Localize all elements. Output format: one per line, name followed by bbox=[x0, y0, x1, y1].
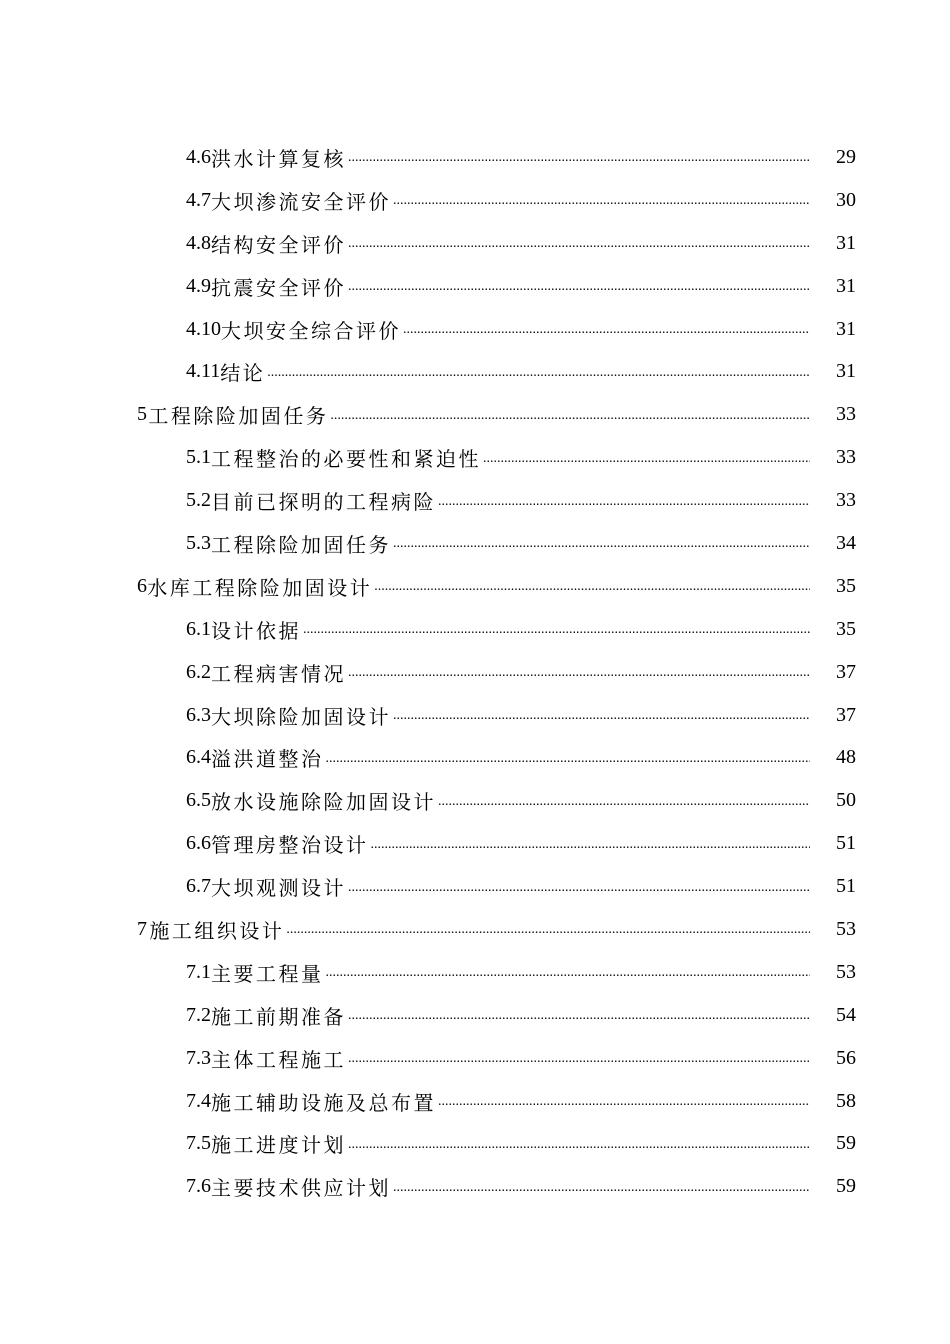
toc-entry-number: 6.2 bbox=[186, 660, 211, 683]
toc-section-entry[interactable] bbox=[0, 651, 950, 694]
toc-entry-content bbox=[186, 186, 818, 215]
toc-section-entry[interactable] bbox=[0, 479, 950, 522]
toc-entry-title: 洪水计算复核 bbox=[211, 146, 346, 171]
toc-page-number: 31 bbox=[836, 231, 856, 254]
toc-dot-leader bbox=[348, 1137, 810, 1157]
toc-page-number: 48 bbox=[836, 746, 856, 769]
toc-page-number: 58 bbox=[836, 1089, 856, 1112]
toc-entry-number: 7.4 bbox=[186, 1089, 211, 1112]
toc-entry-number: 7 bbox=[137, 917, 147, 940]
toc-entry-content bbox=[186, 529, 818, 558]
toc-dot-leader bbox=[403, 322, 810, 342]
toc-entry-content bbox=[186, 486, 818, 515]
toc-entry-content bbox=[137, 572, 818, 601]
toc-page-number: 31 bbox=[836, 360, 856, 383]
toc-entry-content bbox=[186, 829, 818, 858]
toc-entry-content bbox=[186, 1044, 818, 1073]
toc-entry-number: 6.1 bbox=[186, 617, 211, 640]
toc-page-number: 37 bbox=[836, 660, 856, 683]
toc-entry-content bbox=[186, 658, 818, 687]
toc-entry-title: 主要工程量 bbox=[211, 961, 324, 986]
toc-dot-leader bbox=[267, 365, 810, 385]
toc-entry-title: 工程除险加固任务 bbox=[148, 404, 329, 429]
toc-section-entry[interactable] bbox=[0, 1080, 950, 1123]
toc-entry-title: 大坝渗流安全评价 bbox=[211, 189, 391, 214]
toc-entry-content bbox=[186, 958, 818, 987]
toc-section-entry[interactable] bbox=[0, 994, 950, 1037]
toc-dot-leader bbox=[348, 880, 810, 900]
toc-entry-number: 6.3 bbox=[186, 703, 211, 726]
toc-page-number: 59 bbox=[836, 1132, 856, 1155]
toc-entry-title: 设计依据 bbox=[211, 618, 301, 643]
toc-dot-leader bbox=[330, 408, 810, 428]
toc-entry-number: 4.8 bbox=[186, 231, 211, 254]
toc-section-entry[interactable] bbox=[0, 136, 950, 179]
toc-entry-title: 抗震安全评价 bbox=[211, 275, 346, 300]
toc-entry-title: 主体工程施工 bbox=[211, 1047, 346, 1072]
toc-dot-leader bbox=[438, 1094, 810, 1114]
toc-entry-title: 放水设施除险加固设计 bbox=[211, 790, 436, 815]
toc-entry-content bbox=[137, 915, 818, 944]
toc-entry-title: 目前已探明的工程病险 bbox=[211, 490, 436, 515]
toc-entry-content bbox=[186, 615, 818, 644]
toc-chapter-entry[interactable] bbox=[0, 565, 950, 608]
toc-page-number: 53 bbox=[836, 917, 856, 940]
toc-entry-number: 5.2 bbox=[186, 489, 211, 512]
toc-page-number: 31 bbox=[836, 317, 856, 340]
toc-entry-content bbox=[186, 357, 818, 386]
toc-entry-number: 5.1 bbox=[186, 446, 211, 469]
toc-entry-title: 大坝观测设计 bbox=[211, 876, 346, 901]
toc-dot-leader bbox=[348, 279, 810, 299]
toc-page-number: 54 bbox=[836, 1003, 856, 1026]
toc-dot-leader bbox=[374, 579, 810, 599]
toc-entry-number: 7.6 bbox=[186, 1175, 211, 1198]
toc-dot-leader bbox=[393, 193, 810, 213]
toc-entry-number: 5.3 bbox=[186, 531, 211, 554]
toc-entry-number: 4.11 bbox=[186, 360, 221, 383]
toc-page-number: 53 bbox=[836, 960, 856, 983]
toc-entry-number: 4.9 bbox=[186, 274, 211, 297]
toc-page-number: 29 bbox=[836, 145, 856, 168]
toc-entry-title: 工程病害情况 bbox=[211, 661, 346, 686]
toc-dot-leader bbox=[348, 150, 810, 170]
toc-page-number: 37 bbox=[836, 703, 856, 726]
toc-entry-number: 5 bbox=[137, 403, 147, 426]
toc-page-number: 50 bbox=[836, 789, 856, 812]
toc-entry-content bbox=[186, 1001, 818, 1030]
toc-entry-content bbox=[186, 272, 818, 301]
toc-dot-leader bbox=[371, 837, 811, 857]
toc-entry-content bbox=[186, 143, 818, 172]
toc-page-number: 35 bbox=[836, 574, 856, 597]
toc-section-entry[interactable] bbox=[0, 694, 950, 737]
toc-dot-leader bbox=[393, 708, 810, 728]
toc-entry-number: 6 bbox=[137, 574, 147, 597]
toc-section-entry[interactable] bbox=[0, 1037, 950, 1080]
toc-entry-number: 6.5 bbox=[186, 789, 211, 812]
toc-entry-number: 7.3 bbox=[186, 1046, 211, 1069]
toc-entry-number: 4.6 bbox=[186, 145, 211, 168]
toc-entry-content bbox=[186, 872, 818, 901]
toc-entry-number: 4.10 bbox=[186, 317, 221, 340]
toc-entry-number: 7.5 bbox=[186, 1132, 211, 1155]
toc-entry-content bbox=[186, 786, 818, 815]
toc-chapter-entry[interactable] bbox=[0, 908, 950, 951]
toc-page-number: 59 bbox=[836, 1175, 856, 1198]
toc-page-number: 33 bbox=[836, 446, 856, 469]
toc-section-entry[interactable] bbox=[0, 822, 950, 865]
toc-entry-content bbox=[186, 229, 818, 258]
toc-dot-leader bbox=[393, 1180, 810, 1200]
toc-entry-content bbox=[186, 1172, 818, 1201]
toc-page-number: 34 bbox=[836, 531, 856, 554]
toc-section-entry[interactable] bbox=[0, 779, 950, 822]
toc-section-entry[interactable] bbox=[0, 1122, 950, 1165]
toc-section-entry[interactable] bbox=[0, 1165, 950, 1208]
toc-section-entry[interactable] bbox=[0, 436, 950, 479]
toc-entry-title: 主要技术供应计划 bbox=[211, 1176, 391, 1201]
toc-dot-leader bbox=[303, 622, 810, 642]
toc-entry-title: 水库工程除险加固设计 bbox=[147, 575, 373, 600]
toc-entry-title: 结构安全评价 bbox=[211, 232, 346, 257]
toc-dot-leader bbox=[393, 536, 810, 556]
toc-section-entry[interactable] bbox=[0, 522, 950, 565]
toc-section-entry[interactable] bbox=[0, 608, 950, 651]
toc-dot-leader bbox=[438, 494, 810, 514]
toc-entry-title: 施工组织设计 bbox=[149, 918, 285, 943]
toc-page-number: 33 bbox=[836, 489, 856, 512]
toc-chapter-entry[interactable] bbox=[0, 393, 950, 436]
toc-page-number: 51 bbox=[836, 875, 856, 898]
toc-page-number: 33 bbox=[836, 403, 856, 426]
toc-entry-number: 6.4 bbox=[186, 746, 211, 769]
toc-entry-content bbox=[137, 400, 818, 429]
toc-entry-number: 7.2 bbox=[186, 1003, 211, 1026]
toc-entry-title: 施工进度计划 bbox=[211, 1133, 346, 1158]
toc-entry-title: 施工辅助设施及总布置 bbox=[211, 1090, 436, 1115]
toc-entry-title: 大坝安全综合评价 bbox=[221, 318, 401, 343]
toc-dot-leader bbox=[348, 665, 810, 685]
toc-page-number: 31 bbox=[836, 274, 856, 297]
toc-entry-content bbox=[186, 1087, 818, 1116]
toc-entry-content bbox=[186, 315, 818, 344]
toc-page-number: 35 bbox=[836, 617, 856, 640]
toc-entry-content bbox=[186, 743, 818, 772]
toc-entry-title: 结论 bbox=[220, 361, 266, 386]
table-of-contents bbox=[0, 136, 950, 1208]
toc-entry-number: 4.7 bbox=[186, 188, 211, 211]
toc-section-entry[interactable] bbox=[0, 265, 950, 308]
toc-section-entry[interactable] bbox=[0, 865, 950, 908]
toc-dot-leader bbox=[348, 1051, 810, 1071]
toc-section-entry[interactable] bbox=[0, 179, 950, 222]
toc-entry-title: 施工前期准备 bbox=[211, 1004, 346, 1029]
toc-entry-title: 工程整治的必要性和紧迫性 bbox=[211, 447, 481, 472]
toc-section-entry[interactable] bbox=[0, 222, 950, 265]
toc-dot-leader bbox=[348, 1008, 810, 1028]
toc-entry-title: 工程除险加固任务 bbox=[211, 532, 391, 557]
toc-entry-title: 大坝除险加固设计 bbox=[211, 704, 391, 729]
toc-dot-leader bbox=[483, 451, 810, 471]
toc-section-entry[interactable] bbox=[0, 951, 950, 994]
toc-dot-leader bbox=[326, 751, 811, 771]
toc-dot-leader bbox=[326, 965, 811, 985]
toc-entry-title: 管理房整治设计 bbox=[211, 833, 369, 858]
toc-entry-number: 6.7 bbox=[186, 875, 211, 898]
toc-entry-content bbox=[186, 701, 818, 730]
toc-entry-content bbox=[186, 443, 818, 472]
toc-page-number: 56 bbox=[836, 1046, 856, 1069]
toc-section-entry[interactable] bbox=[0, 736, 950, 779]
toc-entry-number: 7.1 bbox=[186, 960, 211, 983]
toc-entry-title: 溢洪道整治 bbox=[211, 747, 324, 772]
toc-dot-leader bbox=[286, 922, 810, 942]
toc-dot-leader bbox=[438, 794, 810, 814]
toc-section-entry[interactable] bbox=[0, 308, 950, 351]
toc-entry-content bbox=[186, 1129, 818, 1158]
toc-entry-number: 6.6 bbox=[186, 832, 211, 855]
toc-section-entry[interactable] bbox=[0, 350, 950, 393]
toc-page-number: 30 bbox=[836, 188, 856, 211]
toc-dot-leader bbox=[348, 236, 810, 256]
toc-page-number: 51 bbox=[836, 832, 856, 855]
